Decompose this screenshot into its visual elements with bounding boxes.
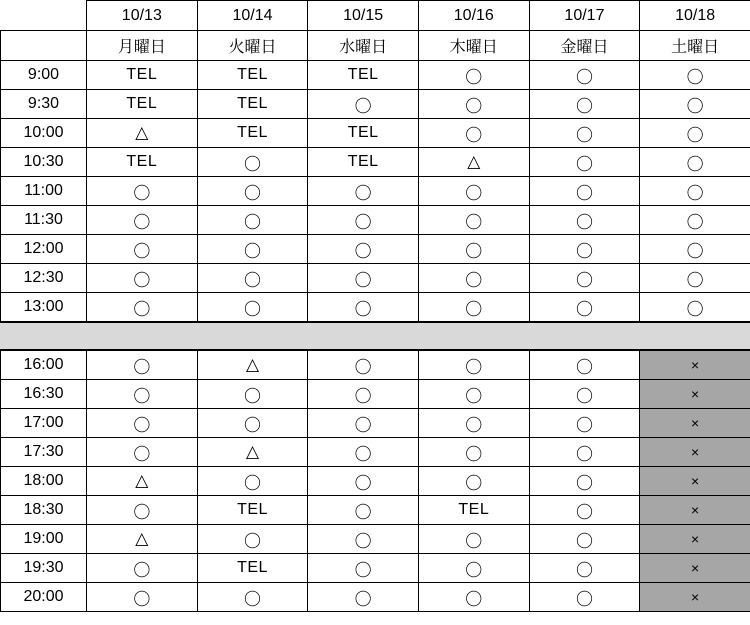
closed-slot-cell: × <box>640 467 750 496</box>
time-slot-row <box>1 177 750 206</box>
slot-cell: 〇 <box>87 235 198 264</box>
time-label: 11:30 <box>1 206 87 235</box>
slot-cell: 〇 <box>87 583 198 612</box>
time-slot-row <box>1 90 750 119</box>
slot-cell: 〇 <box>197 148 308 177</box>
slot-cell: 〇 <box>640 293 750 323</box>
weekday-header: 月曜日 <box>87 31 198 61</box>
slot-cell: TEL <box>197 554 308 583</box>
slot-cell: 〇 <box>418 61 529 90</box>
slot-cell: 〇 <box>418 583 529 612</box>
slot-cell: 〇 <box>529 61 640 90</box>
slot-cell: 〇 <box>418 90 529 119</box>
slot-cell: 〇 <box>640 177 750 206</box>
slot-cell: △ <box>87 119 198 148</box>
break-cell <box>87 322 198 350</box>
slot-cell: 〇 <box>529 525 640 554</box>
slot-cell: 〇 <box>640 148 750 177</box>
slot-cell: 〇 <box>529 293 640 323</box>
slot-cell: 〇 <box>418 235 529 264</box>
slot-cell: 〇 <box>308 264 419 293</box>
slot-cell: 〇 <box>308 177 419 206</box>
slot-cell: 〇 <box>529 350 640 380</box>
closed-slot-cell: × <box>640 554 750 583</box>
slot-cell: 〇 <box>529 380 640 409</box>
slot-cell: 〇 <box>87 380 198 409</box>
time-label: 19:30 <box>1 554 87 583</box>
slot-cell: 〇 <box>308 525 419 554</box>
slot-cell: △ <box>197 350 308 380</box>
date-header: 10/18 <box>640 1 750 31</box>
slot-cell: 〇 <box>418 350 529 380</box>
time-label: 10:30 <box>1 148 87 177</box>
time-slot-row <box>1 264 750 293</box>
weekday-header: 金曜日 <box>529 31 640 61</box>
slot-cell: 〇 <box>87 293 198 323</box>
time-slot-row <box>1 554 750 583</box>
lunch-break-row <box>1 322 750 350</box>
slot-cell: 〇 <box>529 119 640 148</box>
slot-cell: TEL <box>308 119 419 148</box>
header-corner <box>1 1 87 31</box>
closed-slot-cell: × <box>640 583 750 612</box>
slot-cell: 〇 <box>640 90 750 119</box>
closed-slot-cell: × <box>640 438 750 467</box>
slot-cell: 〇 <box>529 554 640 583</box>
time-slot-row <box>1 409 750 438</box>
time-label: 10:00 <box>1 119 87 148</box>
time-label: 9:00 <box>1 61 87 90</box>
time-slot-row <box>1 525 750 554</box>
time-slot-row <box>1 438 750 467</box>
break-cell <box>308 322 419 350</box>
time-label: 20:00 <box>1 583 87 612</box>
weekday-header-row <box>1 31 750 61</box>
slot-cell: 〇 <box>308 467 419 496</box>
slot-cell: 〇 <box>87 206 198 235</box>
slot-cell: 〇 <box>87 554 198 583</box>
slot-cell: TEL <box>197 119 308 148</box>
slot-cell: 〇 <box>87 177 198 206</box>
slot-cell: 〇 <box>529 235 640 264</box>
time-label: 12:30 <box>1 264 87 293</box>
time-label: 13:00 <box>1 293 87 323</box>
slot-cell: 〇 <box>308 583 419 612</box>
slot-cell: 〇 <box>197 206 308 235</box>
time-slot-row <box>1 496 750 525</box>
slot-cell: 〇 <box>87 496 198 525</box>
slot-cell: 〇 <box>418 380 529 409</box>
time-slot-row <box>1 380 750 409</box>
date-header: 10/16 <box>418 1 529 31</box>
closed-slot-cell: × <box>640 525 750 554</box>
time-slot-row <box>1 119 750 148</box>
slot-cell: 〇 <box>197 264 308 293</box>
slot-cell: 〇 <box>529 438 640 467</box>
slot-cell: 〇 <box>640 61 750 90</box>
weekday-header: 水曜日 <box>308 31 419 61</box>
slot-cell: 〇 <box>529 177 640 206</box>
slot-cell: 〇 <box>308 409 419 438</box>
time-slot-row <box>1 293 750 323</box>
slot-cell: 〇 <box>640 119 750 148</box>
date-header: 10/14 <box>197 1 308 31</box>
time-slot-row <box>1 235 750 264</box>
break-cell <box>529 322 640 350</box>
slot-cell: 〇 <box>418 554 529 583</box>
date-header: 10/15 <box>308 1 419 31</box>
slot-cell: 〇 <box>418 293 529 323</box>
slot-cell: TEL <box>308 61 419 90</box>
slot-cell: 〇 <box>308 206 419 235</box>
slot-cell: 〇 <box>87 438 198 467</box>
slot-cell: 〇 <box>640 235 750 264</box>
slot-cell: 〇 <box>418 409 529 438</box>
break-cell <box>418 322 529 350</box>
slot-cell: 〇 <box>418 525 529 554</box>
closed-slot-cell: × <box>640 496 750 525</box>
availability-table-body <box>1 1 750 612</box>
slot-cell: 〇 <box>418 438 529 467</box>
time-label: 12:00 <box>1 235 87 264</box>
weekday-header: 木曜日 <box>418 31 529 61</box>
break-cell <box>1 322 87 350</box>
weekday-header: 土曜日 <box>640 31 750 61</box>
date-header: 10/17 <box>529 1 640 31</box>
slot-cell: 〇 <box>197 293 308 323</box>
slot-cell: 〇 <box>529 264 640 293</box>
slot-cell: △ <box>87 467 198 496</box>
weekday-corner <box>1 31 87 61</box>
slot-cell: 〇 <box>308 90 419 119</box>
time-slot-row <box>1 467 750 496</box>
weekday-header: 火曜日 <box>197 31 308 61</box>
slot-cell: 〇 <box>418 177 529 206</box>
slot-cell: 〇 <box>640 206 750 235</box>
date-header: 10/13 <box>87 1 198 31</box>
time-slot-row <box>1 350 750 380</box>
time-slot-row <box>1 206 750 235</box>
closed-slot-cell: × <box>640 409 750 438</box>
break-cell <box>640 322 750 350</box>
slot-cell: 〇 <box>529 409 640 438</box>
slot-cell: 〇 <box>197 235 308 264</box>
time-label: 11:00 <box>1 177 87 206</box>
slot-cell: 〇 <box>197 583 308 612</box>
closed-slot-cell: × <box>640 350 750 380</box>
time-label: 18:00 <box>1 467 87 496</box>
slot-cell: 〇 <box>418 119 529 148</box>
slot-cell: △ <box>197 438 308 467</box>
slot-cell: 〇 <box>640 264 750 293</box>
time-slot-row <box>1 148 750 177</box>
break-cell <box>197 322 308 350</box>
date-header-row <box>1 1 750 31</box>
slot-cell: 〇 <box>418 467 529 496</box>
slot-cell: 〇 <box>529 90 640 119</box>
slot-cell: 〇 <box>529 467 640 496</box>
slot-cell: 〇 <box>308 235 419 264</box>
slot-cell: 〇 <box>308 554 419 583</box>
slot-cell: 〇 <box>308 438 419 467</box>
time-slot-row <box>1 583 750 612</box>
slot-cell: 〇 <box>418 206 529 235</box>
slot-cell: 〇 <box>308 293 419 323</box>
slot-cell: 〇 <box>308 380 419 409</box>
slot-cell: 〇 <box>197 525 308 554</box>
slot-cell: TEL <box>308 148 419 177</box>
time-label: 9:30 <box>1 90 87 119</box>
slot-cell: TEL <box>197 90 308 119</box>
slot-cell: TEL <box>87 61 198 90</box>
slot-cell: 〇 <box>87 264 198 293</box>
slot-cell: TEL <box>197 496 308 525</box>
slot-cell: 〇 <box>529 496 640 525</box>
slot-cell: 〇 <box>197 380 308 409</box>
slot-cell: △ <box>87 525 198 554</box>
slot-cell: 〇 <box>87 350 198 380</box>
slot-cell: 〇 <box>197 409 308 438</box>
time-label: 16:00 <box>1 350 87 380</box>
slot-cell: 〇 <box>529 206 640 235</box>
time-label: 19:00 <box>1 525 87 554</box>
slot-cell: 〇 <box>308 350 419 380</box>
slot-cell: 〇 <box>308 496 419 525</box>
closed-slot-cell: × <box>640 380 750 409</box>
slot-cell: 〇 <box>197 467 308 496</box>
slot-cell: TEL <box>87 90 198 119</box>
time-label: 18:30 <box>1 496 87 525</box>
slot-cell: TEL <box>197 61 308 90</box>
slot-cell: TEL <box>418 496 529 525</box>
slot-cell: 〇 <box>197 177 308 206</box>
slot-cell: △ <box>418 148 529 177</box>
time-label: 17:30 <box>1 438 87 467</box>
slot-cell: TEL <box>87 148 198 177</box>
slot-cell: 〇 <box>529 583 640 612</box>
time-label: 17:00 <box>1 409 87 438</box>
slot-cell: 〇 <box>87 409 198 438</box>
time-slot-row <box>1 61 750 90</box>
slot-cell: 〇 <box>418 264 529 293</box>
time-label: 16:30 <box>1 380 87 409</box>
slot-cell: 〇 <box>529 148 640 177</box>
